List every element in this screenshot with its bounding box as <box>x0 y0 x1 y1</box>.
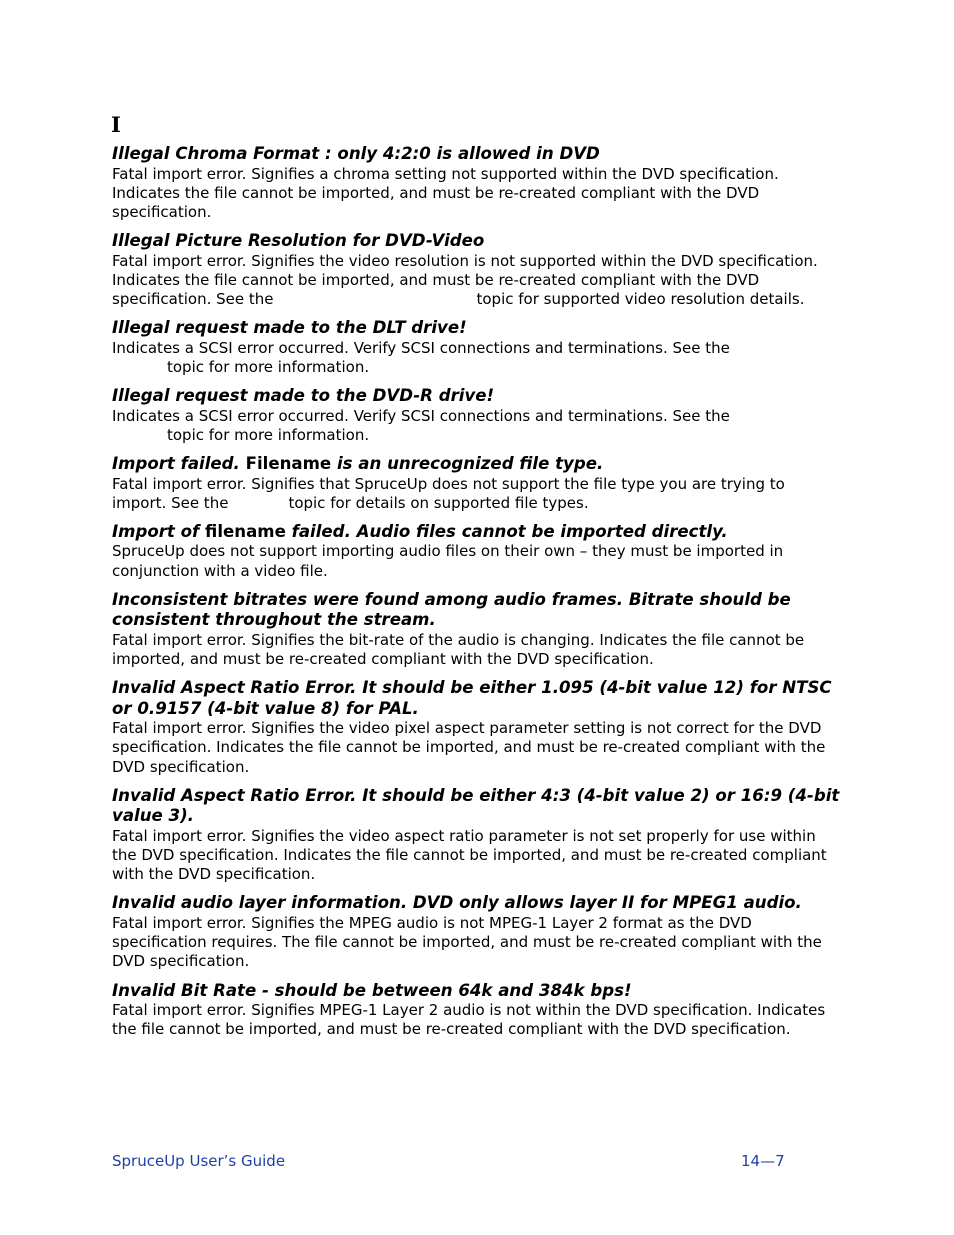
error-description <box>112 407 842 445</box>
error-message-heading <box>112 231 842 252</box>
error-message-heading <box>112 678 842 719</box>
description-text: Indicates a SCSI error occurred. Verify SCSI connections and terminations. See the <box>112 338 730 357</box>
heading-text: Invalid Aspect Ratio Error. It should be either 4:3 (4-bit value 2) or 16:9 (4-bit value 3). <box>112 785 840 826</box>
heading-text: failed. Audio files cannot be imported directly. <box>291 521 728 541</box>
heading-text: Invalid Bit Rate - should be between 64k and 384k bps! <box>112 980 632 1000</box>
heading-text: Import failed. <box>112 454 240 474</box>
description-text: topic for more information. <box>167 357 370 376</box>
description-text: Fatal import error. Signifies a chroma setting not supported within the DVD specification. Indicates the file cannot be imported, and must be re-created compliant with the DVD specification. <box>112 164 779 221</box>
heading-text: is an unrecognized file type. <box>336 454 604 474</box>
description-text: Fatal import error. Signifies the video resolution is not supported within the DVD specification. Indicates the file cannot be imported, and must be re-created compliant with the DVD specification. See the <box>112 251 818 309</box>
error-message-heading <box>112 893 842 914</box>
heading-filename: Filename <box>245 454 332 474</box>
error-entry <box>112 454 842 513</box>
error-entry <box>112 522 842 581</box>
error-description <box>112 827 842 885</box>
error-entry <box>112 786 842 885</box>
error-message-heading <box>112 454 842 475</box>
description-text: Fatal import error. Signifies MPEG-1 Layer 2 audio is not within the DVD specification. Indicates the file cannot be imported, and must be re-created compliant with the DVD specification. <box>112 1001 826 1039</box>
error-entry <box>112 590 842 669</box>
error-entry <box>112 981 842 1040</box>
heading-text: Invalid audio layer information. DVD only allows layer II for MPEG1 audio. <box>112 893 802 913</box>
error-message-heading <box>112 590 842 631</box>
error-message-heading <box>112 522 842 543</box>
heading-text: Illegal request made to the DLT drive! <box>112 318 467 338</box>
heading-text: Illegal request made to the DVD-R drive! <box>112 386 495 406</box>
heading-text: Invalid Aspect Ratio Error. It should be either 1.095 (4-bit value 12) for NTSC or 0.9157 (4-bit value 8) for PAL. <box>112 678 832 718</box>
description-text: SpruceUp does not support importing audio files on their own – they must be imported in conjunction with a video file. <box>112 542 784 580</box>
heading-text: Illegal Picture Resolution for DVD-Video <box>112 231 485 251</box>
description-text: Fatal import error. Signifies the bit-rate of the audio is changing. Indicates the file cannot be imported, and must be re-created compliant with the DVD specification. <box>112 630 805 669</box>
error-entry <box>112 386 842 445</box>
description-text: Fatal import error. Signifies the video aspect ratio parameter is not set properly for use within the DVD specification. Indicates the file cannot be imported, and must be re-created compliant with the DVD specification. <box>112 826 827 884</box>
heading-text: Import of <box>112 521 200 541</box>
error-entry <box>112 318 842 377</box>
description-text: topic for more information. <box>167 425 370 444</box>
heading-text: Inconsistent bitrates were found among audio frames. Bitrate should be consistent throughout the stream. <box>112 589 791 630</box>
page-content <box>112 112 842 1048</box>
error-description <box>112 252 842 310</box>
description-text: Fatal import error. Signifies the MPEG audio is not MPEG-1 Layer 2 format as the DVD specification requires. The file cannot be imported, and must be re-created compliant with the DVD specification. <box>112 913 822 971</box>
description-text: Fatal import error. Signifies that SpruceUp does not support the file type you are trying to import. See the <box>112 474 785 512</box>
heading-filename: filename <box>205 521 286 541</box>
error-message-heading <box>112 981 842 1002</box>
description-text: Fatal import error. Signifies the video pixel aspect parameter setting is not correct for the DVD specification. Indicates the file cannot be imported, and must be re-created compliant with the DVD specification. <box>112 719 826 776</box>
footer-title: SpruceUp User’s Guide <box>112 1152 286 1170</box>
error-description <box>112 339 842 377</box>
error-description <box>112 631 842 669</box>
error-description <box>112 914 842 972</box>
description-text: topic for details on supported file types. <box>288 493 589 512</box>
error-description <box>112 542 842 580</box>
error-message-heading <box>112 786 842 827</box>
error-entry <box>112 893 842 971</box>
error-message-heading <box>112 144 842 165</box>
description-text: Indicates a SCSI error occurred. Verify SCSI connections and terminations. See the <box>112 406 730 425</box>
description-text: topic for supported video resolution details. <box>476 290 805 309</box>
error-message-heading <box>112 318 842 339</box>
error-description <box>112 1001 842 1039</box>
error-description <box>112 165 842 223</box>
error-description <box>112 475 842 513</box>
footer-page-number: 14—7 <box>741 1152 785 1170</box>
error-description <box>112 719 842 777</box>
error-entry <box>112 678 842 777</box>
error-entry <box>112 231 842 309</box>
error-message-heading <box>112 386 842 407</box>
section-letter: I <box>111 112 121 137</box>
heading-text: Illegal Chroma Format : only 4:2:0 is allowed in DVD <box>112 144 600 163</box>
error-entry <box>112 144 842 222</box>
